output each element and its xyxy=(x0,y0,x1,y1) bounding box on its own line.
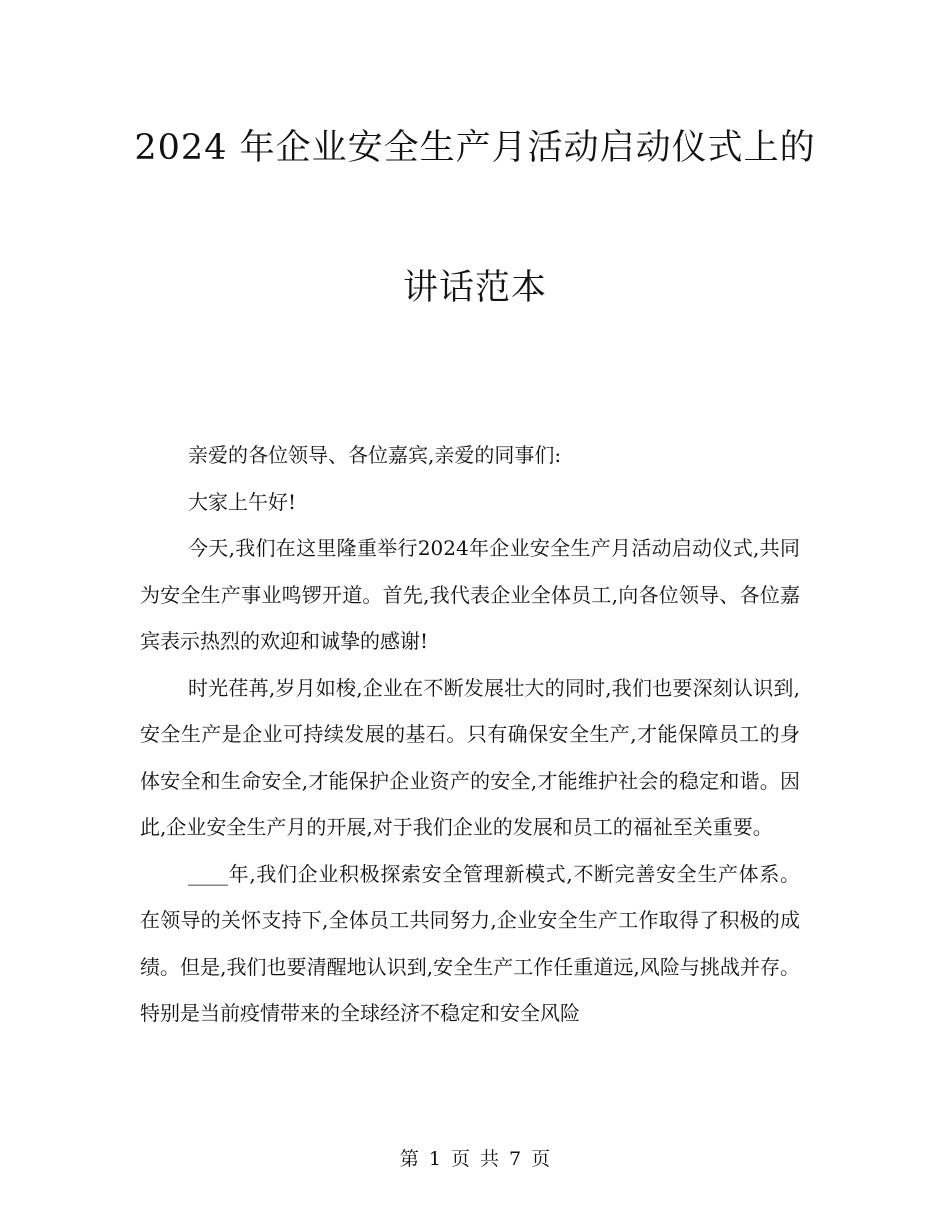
paragraph-opening: 今天,我们在这里隆重举行2024年企业安全生产月活动启动仪式,共同为安全生产事业鸣锣开道。首先,我代表企业全体员工,向各位领导、各位嘉宾表示热烈的欢迎和诚挚的感谢! xyxy=(140,536,800,653)
document-title-line-2: 讲话范本 xyxy=(402,268,547,308)
document-body xyxy=(140,432,800,1037)
page-number-footer: 第 1 页 共 7 页 xyxy=(399,1148,551,1170)
paragraph-importance: 时光荏苒,岁月如梭,企业在不断发展壮大的同时,我们也要深刻认识到,安全生产是企业可持续发展的基石。只有确保安全生产,才能保障员工的身体安全和生命安全,才能保护企业资产的安全,才能维护社会的稳定和谐。因此,企业安全生产月的开展,对于我们企业的发展和员工的福祉至关重要。 xyxy=(140,675,800,839)
paragraph-greeting: 大家上午好! xyxy=(188,489,297,514)
paragraph-salutation: 亲爱的各位领导、各位嘉宾,亲爱的同事们: xyxy=(188,443,562,467)
paragraph-review: ____年,我们企业积极探索安全管理新模式,不断完善安全生产体系。在领导的关怀支持下,全体员工共同努力,企业安全生产工作取得了积极的成绩。但是,我们也要清醒地认识到,安全生产工作任重道远,风险与挑战并存。特别是当前疫情带来的全球经济不稳定和安全风险 xyxy=(140,861,800,1025)
document-title-line-1: 2024 年企业安全生产月活动启动仪式上的 xyxy=(134,128,816,168)
